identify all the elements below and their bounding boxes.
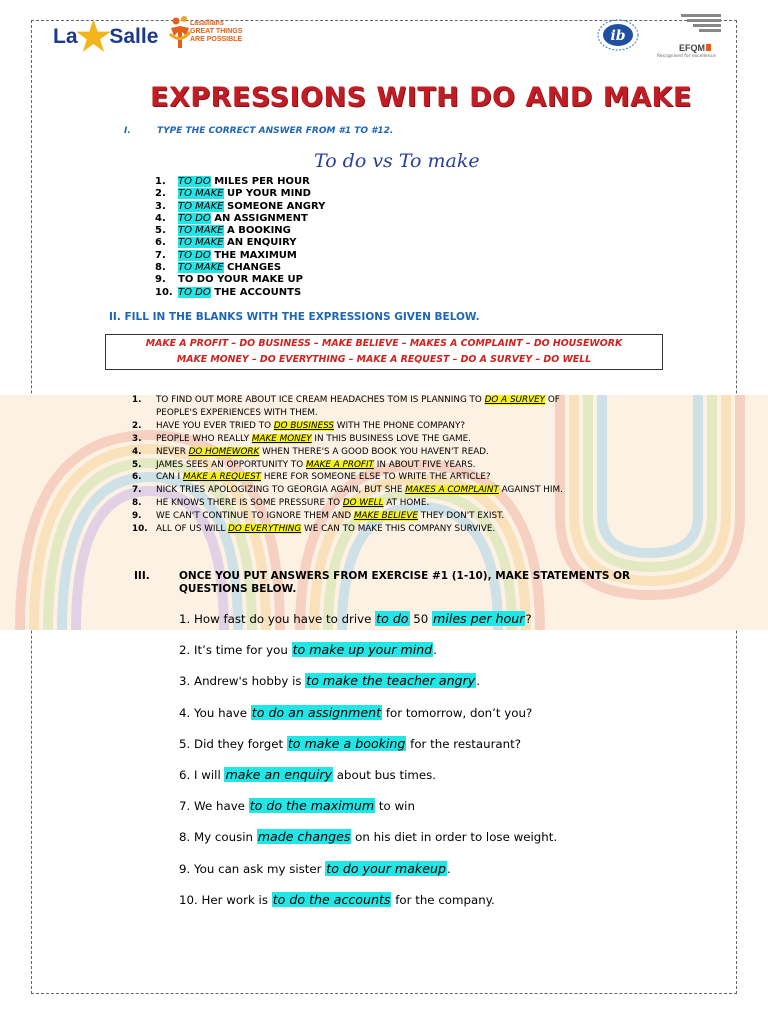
list-item — [132, 471, 563, 484]
item-text-after: WE CAN TO MAKE THIS COMPANY SURVIVE. — [301, 524, 496, 535]
sentence-item — [179, 859, 557, 890]
item-number: 4. — [155, 212, 166, 224]
sentence-text-before: 3. Andrew's hobby is — [179, 674, 306, 689]
efqm-logo — [655, 14, 721, 60]
answer-highlight: to do your makeup — [326, 860, 446, 876]
list-item — [132, 394, 563, 407]
sentence-item — [179, 765, 557, 796]
item-number: 2. — [155, 188, 166, 200]
item-number: 5. — [132, 459, 142, 470]
section3-roman: III. — [134, 570, 150, 582]
answer-highlight: to make the teacher angry — [306, 673, 476, 689]
item-number: 4. — [132, 446, 142, 457]
answer-highlight: TO DO — [178, 286, 211, 298]
item-text-before: NICK TRIES APOLOGIZING TO GEORGIA AGAIN, BUT SHE — [156, 485, 406, 496]
sentence-text-before: 8. My cousin — [179, 830, 257, 845]
list-item — [155, 287, 325, 299]
sentence-item — [179, 734, 557, 765]
item-text: TO DO YOUR MAKE UP — [178, 274, 303, 286]
item-text-after: HERE FOR SOMEONE ELSE TO WRITE THE ARTICLE? — [261, 472, 491, 483]
item-text: SOMEONE ANGRY — [223, 200, 326, 212]
lasallians-logo — [168, 14, 250, 54]
answer-highlight: to do the maximum — [249, 798, 375, 814]
item-number: 10. — [132, 524, 148, 535]
answer-highlight: make an enquiry — [225, 766, 333, 782]
item-text-before: WE CAN'T CONTINUE TO IGNORE THEM AND — [156, 511, 354, 522]
item-text: THE MAXIMUM — [210, 249, 297, 261]
efqm-subtitle: Recognised for excellence — [657, 54, 716, 59]
sentence-text-after: for the restaurant? — [406, 736, 522, 751]
list-item — [155, 213, 325, 225]
item-text: MILES PER HOUR — [210, 176, 310, 187]
sentence-text-before: 10. Her work is — [179, 892, 272, 907]
list-item — [132, 510, 563, 523]
answer-list-2 — [132, 394, 563, 536]
answer-highlight: DO A SURVEY — [484, 395, 546, 405]
list-item — [132, 433, 563, 446]
expression-box-line2: MAKE MONEY – DO EVERYTHING – MAKE A REQUEST – DO A SURVEY – DO WELL — [176, 354, 592, 365]
answer-highlight: TO MAKE — [178, 225, 224, 237]
item-text-before: ALL OF US WILL — [156, 524, 229, 535]
item-text-after: AGAINST HIM. — [498, 485, 563, 496]
item-text-before: HE KNOWS THERE IS SOME PRESSURE TO — [156, 498, 343, 509]
section1-roman: I. — [124, 126, 131, 136]
lasalle-logo-text-b: Salle — [109, 25, 159, 48]
lasalle-logo — [53, 12, 158, 62]
lasallians-line3: ARE POSSIBLE — [190, 36, 243, 43]
lasallians-line2: GREAT THINGS — [190, 28, 243, 35]
item-text-before: JAMES SEES AN OPPORTUNITY TO — [156, 459, 307, 470]
answer-highlight: DO EVERYTHING — [228, 524, 302, 535]
sentence-item — [179, 703, 557, 734]
item-text-before: HAVE YOU EVER TRIED TO — [156, 420, 274, 431]
item-text: A BOOKING — [223, 225, 291, 237]
sentence-text-before: 5. Did they forget — [179, 736, 287, 751]
item-text-after: WHEN THERE'S A GOOD BOOK YOU HAVEN'T READ. — [259, 446, 489, 457]
list-item — [155, 201, 325, 213]
item-number: 1. — [132, 395, 142, 405]
answer-highlight: TO MAKE — [178, 188, 224, 200]
item-text-before: PEOPLE'S EXPERIENCES WITH THEM. — [156, 407, 318, 418]
item-text-after: AT HOME. — [383, 498, 430, 509]
item-text-after: OF — [545, 395, 560, 405]
list-item — [155, 237, 325, 249]
item-text-before: CAN I — [156, 472, 183, 483]
list-item — [155, 176, 325, 188]
worksheet-title: EXPRESSIONS WITH DO AND MAKE — [150, 82, 692, 113]
sentence-item — [179, 827, 557, 858]
answer-highlight: to make a booking — [287, 735, 406, 751]
list-item — [132, 523, 563, 536]
sentence-text-after: on his diet in order to lose weight. — [351, 830, 558, 845]
sentence-text-before: 9. You can ask my sister — [179, 861, 326, 876]
list-item — [155, 274, 325, 286]
item-text-before: NEVER — [156, 446, 189, 457]
answer-highlight: DO BUSINESS — [273, 420, 334, 431]
item-number: 9. — [155, 274, 166, 286]
list-item — [155, 250, 325, 262]
item-number: 3. — [132, 433, 142, 444]
item-number: 7. — [155, 249, 166, 261]
sentence-text-before: 4. You have — [179, 705, 251, 720]
item-number: 3. — [155, 200, 166, 212]
list-item — [155, 225, 325, 237]
answer-highlight: MAKES A COMPLAINT — [405, 485, 499, 496]
sentence-text-middle: 50 — [409, 612, 433, 626]
item-text-after: WITH THE PHONE COMPANY? — [333, 420, 466, 431]
answer-highlight: to do — [376, 611, 409, 626]
answer-highlight: TO DO — [178, 212, 211, 224]
star-icon: ★ — [75, 15, 112, 59]
item-number: 8. — [132, 498, 142, 509]
answer-list-1 — [155, 176, 325, 299]
item-text-after: THEY DON'T EXIST. — [417, 511, 505, 522]
list-item — [132, 497, 563, 510]
item-number: 7. — [132, 485, 142, 496]
list-item — [132, 459, 563, 472]
item-number: 10. — [155, 286, 173, 298]
item-text: UP YOUR MIND — [223, 188, 311, 200]
item-number: 6. — [132, 472, 142, 483]
answer-highlight: MAKE BELIEVE — [353, 511, 418, 522]
people-icon — [168, 14, 192, 54]
item-number: 9. — [132, 511, 142, 522]
list-item — [155, 188, 325, 200]
item-text-after: IN THIS BUSINESS LOVE THE GAME. — [311, 433, 471, 444]
item-text-before: TO FIND OUT MORE ABOUT ICE CREAM HEADACHES TOM IS PLANNING TO — [156, 395, 485, 405]
lasalle-logo-text-a: La — [53, 25, 78, 48]
sentence-text-after: . — [433, 643, 438, 658]
lasallians-line1: Lasallians — [190, 20, 224, 27]
sentence-text-after: . — [476, 674, 480, 689]
sentence-text-after: ? — [525, 612, 532, 626]
answer-highlight: to do the accounts — [272, 891, 391, 907]
answer-highlight: DO HOMEWORK — [188, 446, 260, 457]
list-item — [155, 262, 325, 274]
section1-heading — [124, 126, 393, 136]
item-text: THE ACCOUNTS — [210, 286, 302, 298]
list-item — [132, 446, 563, 459]
item-number: 1. — [155, 176, 166, 187]
sentence-text-after: . — [446, 861, 451, 876]
sentence-item — [179, 640, 557, 671]
list-item — [132, 407, 563, 420]
sentence-text-after: to win — [375, 799, 415, 814]
sentence-item — [179, 609, 557, 640]
answer-highlight: MAKE A REQUEST — [182, 472, 262, 483]
answer-highlight: to do an assignment — [251, 704, 382, 720]
item-text-before: PEOPLE WHO REALLY — [156, 433, 252, 444]
answer-highlight: TO DO — [178, 249, 211, 261]
item-number: 2. — [132, 420, 142, 431]
item-text: CHANGES — [223, 262, 282, 274]
sentence-item — [179, 671, 557, 702]
ib-logo — [596, 18, 640, 52]
section1-instruction: TYPE THE CORRECT ANSWER FROM #1 TO #12. — [157, 126, 394, 136]
section3-instruction: ONCE YOU PUT ANSWERS FROM EXERCISE #1 (1-10), MAKE STATEMENTS OR QUESTIONS BELOW. — [179, 570, 631, 595]
answer-highlight: made changes — [257, 829, 351, 845]
item-number: 8. — [155, 262, 166, 274]
sentence-text-after: for tomorrow, don’t you? — [382, 705, 533, 720]
ib-logo-text: ib — [610, 28, 626, 44]
sentence-text-before: 7. We have — [179, 799, 249, 814]
expression-box-line1: MAKE A PROFIT – DO BUSINESS – MAKE BELIEVE – MAKES A COMPLAINT – DO HOUSEWORK — [145, 338, 623, 349]
item-number: 6. — [155, 237, 166, 249]
section2-heading: II. FILL IN THE BLANKS WITH THE EXPRESSIONS GIVEN BELOW. — [109, 311, 480, 323]
item-text: AN ASSIGNMENT — [210, 212, 308, 224]
sentence-text-before: 1. How fast do you have to drive — [179, 612, 376, 626]
answer-highlight: DO WELL — [342, 498, 384, 509]
answer-highlight: MAKE MONEY — [251, 433, 312, 444]
expression-box — [105, 334, 663, 370]
answer-highlight: miles per hour — [433, 611, 525, 626]
answer-highlight: TO DO — [178, 176, 211, 187]
list-item — [132, 420, 563, 433]
efqm-bars-icon — [655, 14, 721, 32]
sentence-list — [179, 609, 557, 921]
sentence-text-after: for the company. — [391, 892, 495, 907]
item-text: AN ENQUIRY — [223, 237, 297, 249]
answer-highlight: to make up your mind — [292, 642, 433, 658]
sentence-text-after: about bus times. — [333, 767, 436, 782]
efqm-name: EFQM — [679, 43, 705, 53]
answer-highlight: TO MAKE — [178, 200, 224, 212]
item-number: 5. — [155, 225, 166, 237]
efqm-square-icon — [706, 44, 711, 51]
answer-highlight: TO MAKE — [178, 262, 224, 274]
sentence-item — [179, 890, 557, 921]
item-text-after: IN ABOUT FIVE YEARS. — [373, 459, 476, 470]
answer-highlight: MAKE A PROFIT — [306, 459, 374, 470]
sentence-text-before: 6. I will — [179, 767, 225, 782]
list-item — [132, 484, 563, 497]
sentence-text-before: 2. It’s time for you — [179, 643, 292, 658]
answer-highlight: TO MAKE — [178, 237, 224, 249]
script-subtitle: To do vs To make — [314, 150, 480, 172]
sentence-item — [179, 796, 557, 827]
